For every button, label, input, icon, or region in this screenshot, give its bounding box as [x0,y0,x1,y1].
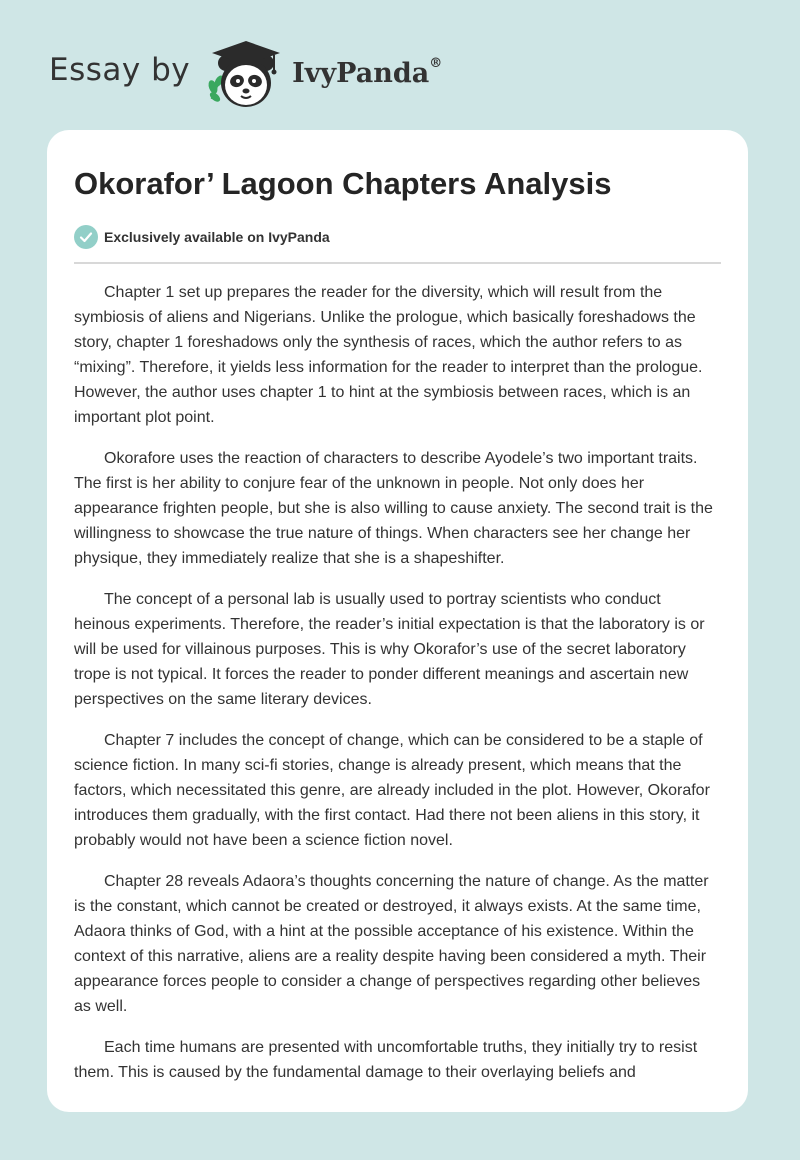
paragraph-3: The concept of a personal lab is usually used to portray scientists who conduct heinous experiments. Therefore, the reader’s initial expectation is that the laboratory is or will be used for villainous purposes. This is why Okorafor’s use of the secret laboratory trope is not typical. It forces the reader to ponder different meanings and ascertain new perspectives on the same literary devices. [74,591,705,708]
paragraph-5: Chapter 28 reveals Adaora’s thoughts concerning the nature of change. As the matter is the constant, which cannot be created or destroyed, it always exists. At the same time, Adaora thinks of God, with a hint at the possible acceptance of his existence. Within the context of this narrative, aliens are a reality despite having been considered a myth. Their appearance forces people to consider a change of perspectives regarding other believes as well. [74,873,709,1015]
paragraph-2: Okorafore uses the reaction of characters to describe Ayodele’s two important traits. The first is her ability to conjure fear of the unknown in people. Not only does her appearance frighten people, but she is also willing to cause anxiety. The second trait is the willingness to showcase the true nature of things. When characters see her change her physique, they immediately realize that she is a shapeshifter. [74,450,713,567]
brand-prefix: Essay by [49,52,191,88]
registered-mark: ® [429,55,443,71]
essay-card [47,130,748,1112]
paragraph-4: Chapter 7 includes the concept of change, which can be considered to be a staple of science fiction. In many sci-fi stories, change is already present, which means that the factors, which necessitated this genre, are already included in the plot. However, Okorafor introduces them gradually, with the first contact. Had there not been aliens in this story, it probably would not have been a science fiction novel. [74,732,710,849]
check-circle-icon [74,225,98,249]
exclusive-badge [74,224,721,250]
brand-name-text: IvyPanda [292,57,430,89]
paragraph-1: Chapter 1 set up prepares the reader for the diversity, which will result from the symbiosis of aliens and Nigerians. Unlike the prologue, which basically foreshadows the story, chapter 1 foreshadows only the synthesis of races, which the author refers to as “mixing”. Therefore, it yields less information for the reader to interpret than the prologue. However, the author uses chapter 1 to hint at the symbiosis between races, which is an important plot point. [74,284,703,426]
divider [74,262,721,264]
brand-name [292,55,443,89]
essay-title: Okorafor’ Lagoon Chapters Analysis [74,166,612,201]
brand-header[interactable] [49,34,442,114]
paragraph-6: Each time humans are presented with uncomfortable truths, they initially try to resist them. This is caused by the fundamental damage to their overlaying beliefs and [74,1039,698,1081]
essay-body [74,280,721,1085]
panda-graduation-icon [204,37,288,111]
badge-label: Exclusively available on IvyPanda [104,229,330,245]
